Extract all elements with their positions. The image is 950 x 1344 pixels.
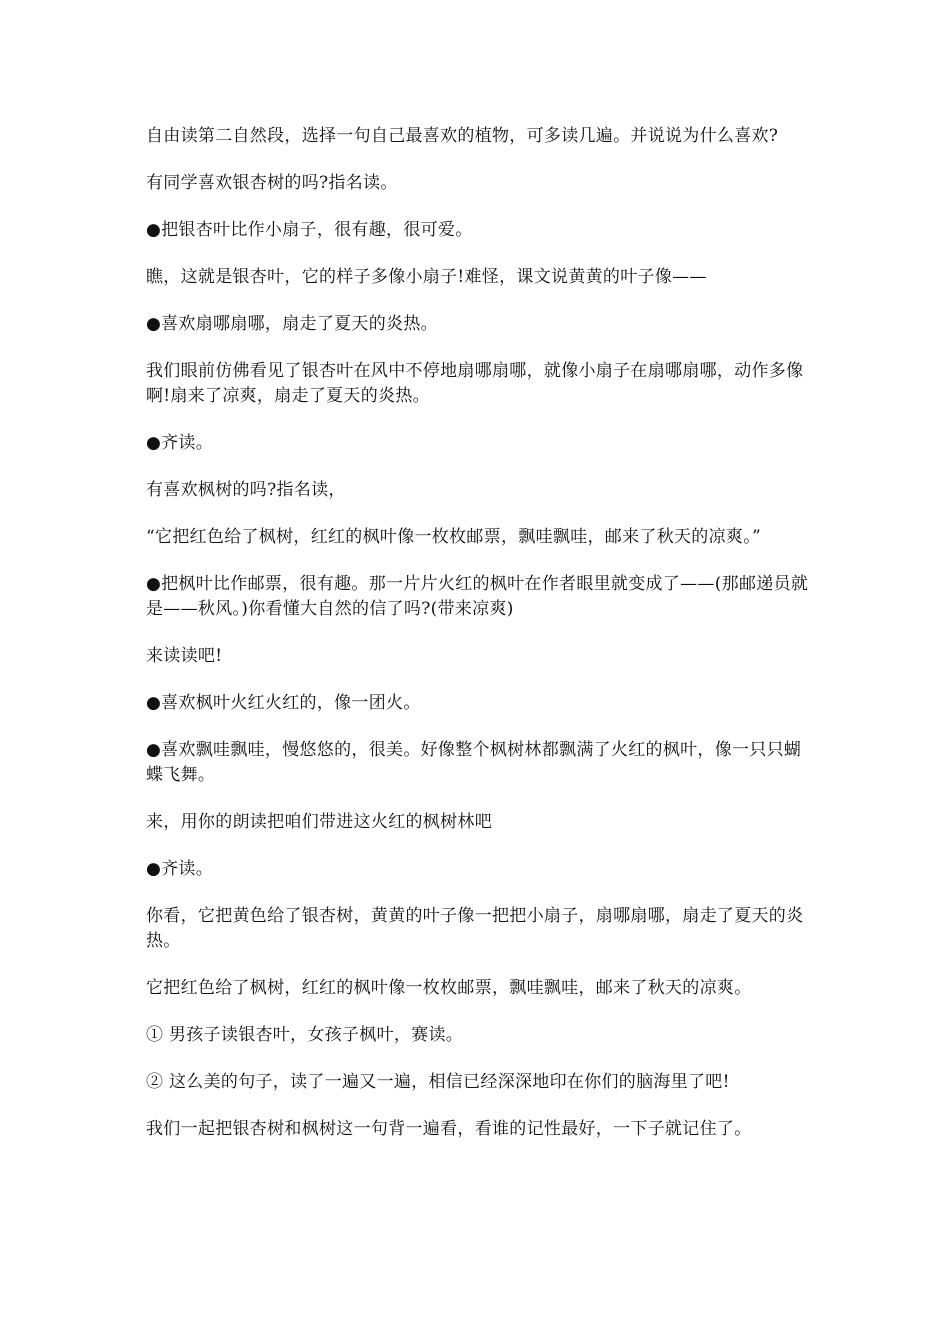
paragraph-4: 瞧，这就是银杏叶，它的样子多像小扇子!难怪，课文说黄黄的叶子像—— [146,267,707,287]
paragraph-11: 来读读吧! [146,646,223,666]
paragraph-16: 你看，它把黄色给了银杏树，黄黄的叶子像一把把小扇子，扇哪扇哪，扇走了夏天的炎热。 [146,906,804,951]
paragraph-2: 有同学喜欢银杏树的吗?指名读。 [146,173,398,193]
paragraph-20: 我们一起把银杏树和枫树这一句背一遍看，看谁的记性最好，一下子就记住了。 [146,1119,752,1139]
paragraph-1: 自由读第二自然段，选择一句自己最喜欢的植物，可多读几遍。并说说为什么喜欢? [146,126,779,146]
paragraph-15: ●齐读。 [146,859,214,879]
document-page [146,124,810,1164]
paragraph-3: ●把银杏叶比作小扇子，很有趣，很可爱。 [146,220,473,240]
paragraph-6: 我们眼前仿佛看见了银杏叶在风中不停地扇哪扇哪，就像小扇子在扇哪扇哪，动作多像啊!扇来了凉爽，扇走了夏天的炎热。 [146,361,804,406]
paragraph-18: ① 男孩子读银杏叶，女孩子枫叶，赛读。 [146,1025,464,1045]
paragraph-19: ② 这么美的句子，读了一遍又一遍，相信已经深深地印在你们的脑海里了吧! [146,1072,730,1092]
paragraph-8: 有喜欢枫树的吗?指名读， [146,480,346,500]
paragraph-12: ●喜欢枫叶火红火红的，像一团火。 [146,693,421,713]
paragraph-14: 来，用你的朗读把咱们带进这火红的枫树林吧 [146,812,492,832]
paragraph-9: “它把红色给了枫树，红红的枫叶像一枚枚邮票，飘哇飘哇，邮来了秋天的凉爽。” [146,527,761,547]
paragraph-7: ●齐读。 [146,433,214,453]
paragraph-10: ●把枫叶比作邮票，很有趣。那一片片火红的枫叶在作者眼里就变成了——(那邮递员就是——秋风。)你看懂大自然的信了吗?(带来凉爽) [146,574,809,619]
paragraph-13: ●喜欢飘哇飘哇，慢悠悠的，很美。好像整个枫树林都飘满了火红的枫叶，像一只只蝴蝶飞舞。 [146,740,802,785]
paragraph-17: 它把红色给了枫树，红红的枫叶像一枚枚邮票，飘哇飘哇，邮来了秋天的凉爽。 [146,978,752,998]
paragraph-5: ●喜欢扇哪扇哪，扇走了夏天的炎热。 [146,314,438,334]
